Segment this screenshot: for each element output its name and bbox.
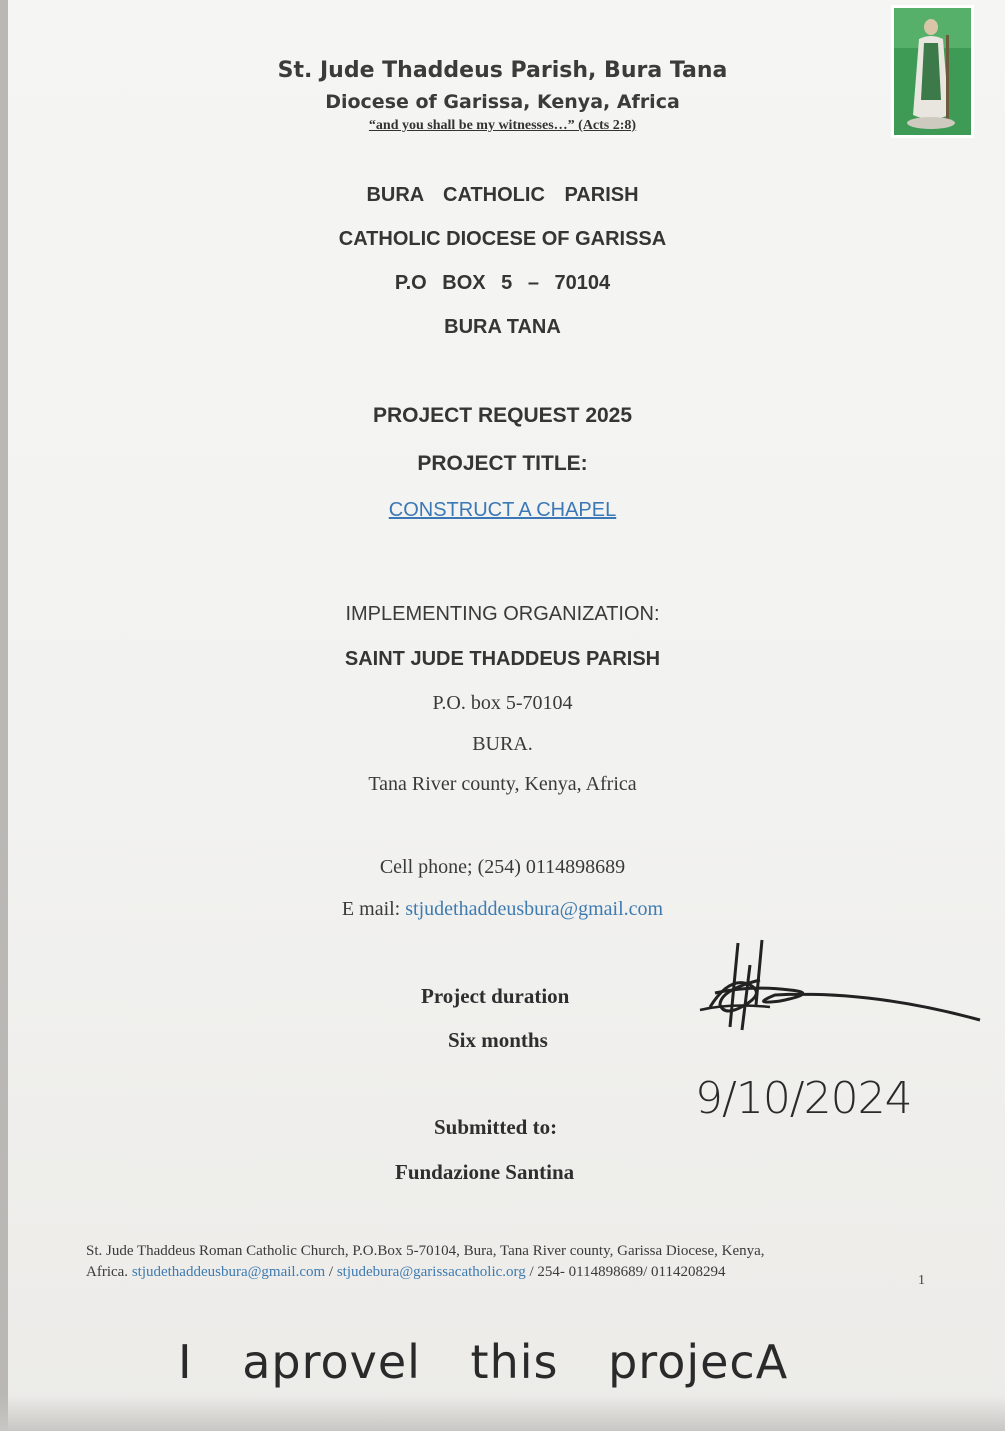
footer bbox=[86, 1241, 886, 1283]
address-line-box: P.O BOX 5 – 70104 bbox=[394, 272, 611, 294]
org-phone: Cell phone; (254) 0114898689 bbox=[379, 856, 626, 878]
photo-shadow bbox=[0, 1395, 1005, 1431]
paper-edge bbox=[0, 0, 8, 1431]
motto: “and you shall be my witnesses…” (Acts 2:8) bbox=[368, 118, 637, 133]
footer-separator: / bbox=[328, 1264, 334, 1280]
handwritten-approval-note: I aprovel this projecA bbox=[178, 1335, 789, 1389]
footer-africa: Africa. bbox=[86, 1264, 129, 1280]
document-page bbox=[8, 0, 1005, 1431]
project-title-label: PROJECT TITLE: bbox=[417, 452, 588, 475]
org-county: Tana River county, Kenya, Africa bbox=[368, 773, 637, 795]
org-name: SAINT JUDE THADDEUS PARISH bbox=[344, 648, 661, 670]
page-number: 1 bbox=[918, 1273, 925, 1288]
address-line-diocese: CATHOLIC DIOCESE OF GARISSA bbox=[338, 228, 667, 250]
footer-contacts bbox=[86, 1262, 886, 1283]
implementing-org-label: IMPLEMENTING ORGANIZATION: bbox=[345, 603, 660, 625]
address-line-parish: BURA CATHOLIC PARISH bbox=[366, 184, 639, 206]
duration-label: Project duration bbox=[421, 984, 570, 1008]
parish-title: St. Jude Thaddeus Parish, Bura Tana bbox=[277, 58, 728, 83]
handwritten-signature bbox=[690, 935, 990, 1035]
org-town: BURA. bbox=[472, 733, 533, 755]
address-line-town: BURA TANA bbox=[444, 316, 561, 338]
footer-email-2[interactable]: stjudebura@garissacatholic.org bbox=[336, 1264, 526, 1280]
footer-address: St. Jude Thaddeus Roman Catholic Church, P.O.Box 5-70104, Bura, Tana River county, Garissa Diocese, Kenya, bbox=[86, 1243, 765, 1259]
project-title-link[interactable]: CONSTRUCT A CHAPEL bbox=[388, 499, 617, 521]
footer-phones: / 254- 0114898689/ 0114208294 bbox=[529, 1264, 726, 1280]
org-email-line bbox=[0, 898, 1005, 921]
handwritten-date: 9/10/2024 bbox=[695, 1073, 912, 1124]
diocese-subtitle: Diocese of Garissa, Kenya, Africa bbox=[325, 91, 680, 113]
project-request-heading: PROJECT REQUEST 2025 bbox=[372, 404, 633, 427]
email-label: E mail: bbox=[341, 898, 401, 920]
email-link[interactable]: stjudethaddeusbura@gmail.com bbox=[405, 898, 664, 920]
duration-value: Six months bbox=[448, 1028, 548, 1052]
submitted-label: Submitted to: bbox=[434, 1115, 558, 1139]
footer-email-1[interactable]: stjudethaddeusbura@gmail.com bbox=[131, 1264, 326, 1280]
org-po-box: P.O. box 5-70104 bbox=[432, 692, 573, 714]
submitted-value: Fundazione Santina bbox=[395, 1160, 575, 1184]
